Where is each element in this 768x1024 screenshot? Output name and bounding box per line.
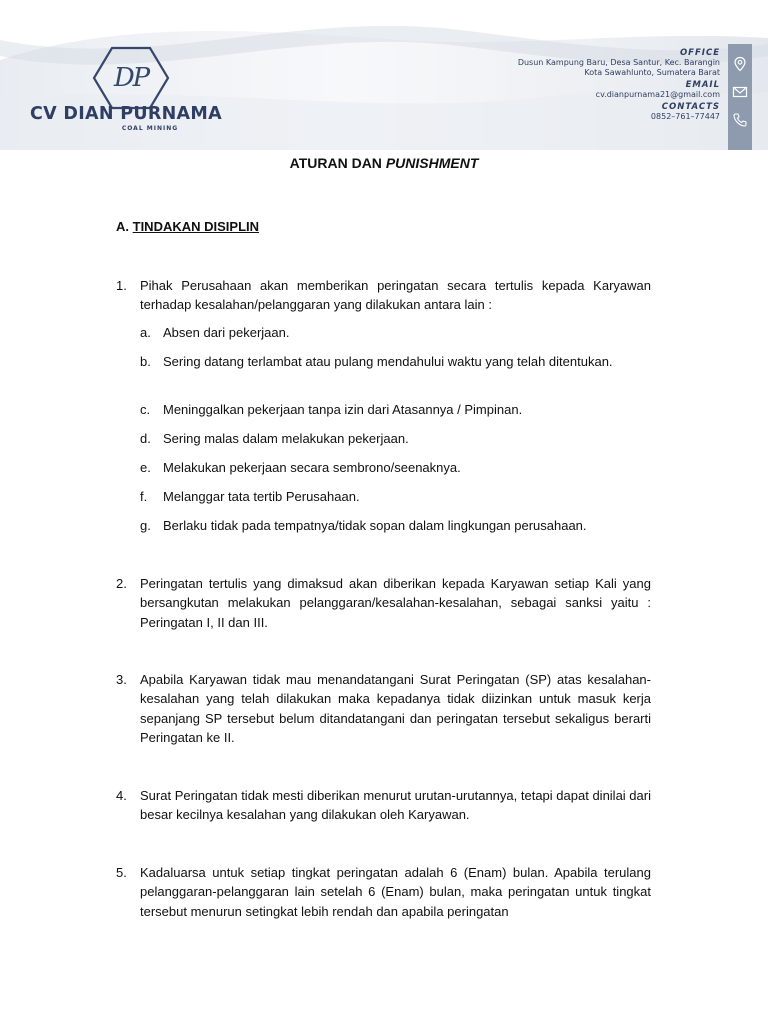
- sub-item-text: Berlaku tidak pada tempatnya/tidak sopan dalam lingkungan perusahaan.: [163, 518, 587, 533]
- contacts-heading: CONTACTS: [661, 102, 720, 112]
- office-address-line2: Kota Sawahlunto, Sumatera Barat: [584, 68, 720, 77]
- phone-number: 0852–761–77447: [650, 112, 720, 121]
- list-item: [116, 786, 651, 825]
- sub-list-item: [140, 323, 651, 342]
- item-number: 1.: [116, 278, 127, 293]
- item-text: Kadaluarsa untuk setiap tingkat peringatan adalah 6 (Enam) bulan. Apabila terulang pelanggaran-pelanggaran lain setelah 6 (Enam) bulan, maka peringatan untuk tingkat tersebut menurun setingkat lebih rendah dan apabila peringatan: [140, 865, 651, 919]
- list-item: [116, 276, 651, 315]
- contacts-block: [651, 102, 720, 122]
- item-number: 2.: [116, 576, 127, 591]
- logo-monogram: DP: [113, 63, 149, 93]
- title-plain: ATURAN DAN: [289, 155, 382, 171]
- company-subtitle: COAL MINING: [121, 125, 179, 132]
- sub-item-text: Melanggar tata tertib Perusahaan.: [163, 489, 360, 504]
- email-block: [596, 80, 720, 100]
- office-address-line1: Dusun Kampung Baru, Desa Santur, Kec. Barangin: [517, 58, 720, 67]
- item-text: Surat Peringatan tidak mesti diberikan menurut urutan-urutannya, tetapi dapat dinilai dari besar kecilnya kesalahan yang dilakukan oleh Karyawan.: [140, 788, 651, 823]
- location-pin-icon: [732, 56, 748, 72]
- list-item: [116, 863, 651, 921]
- sub-list-item: [140, 352, 651, 371]
- sub-list-item: [140, 400, 651, 419]
- title-italic: PUNISHMENT: [385, 155, 479, 171]
- section-letter: A.: [116, 219, 129, 234]
- list-item: [116, 574, 651, 632]
- office-block: [518, 48, 720, 78]
- item-text: Apabila Karyawan tidak mau menandatangani Surat Peringatan (SP) atas kesalahan-kesalahan yang telah dilakukan maka kepadanya tidak diizinkan untuk masuk kerja sepanjang SP tersebut belum ditandatangani dan peringatan tersebut sekaligus berarti Peringatan ke II.: [140, 672, 651, 746]
- office-heading: OFFICE: [679, 48, 720, 58]
- company-logo: [92, 46, 170, 110]
- sub-list-item: [140, 458, 651, 477]
- sub-item-text: Melakukan pekerjaan secara sembrono/seenaknya.: [163, 460, 461, 475]
- item-number: 3.: [116, 672, 127, 687]
- phone-icon: [732, 112, 748, 128]
- sub-item-letter: c.: [140, 402, 151, 417]
- email-heading: EMAIL: [685, 80, 720, 90]
- sub-list-item: [140, 487, 651, 506]
- sub-item-letter: g.: [140, 518, 151, 533]
- email-address: cv.dianpurnama21@gmail.com: [595, 90, 720, 99]
- sub-item-letter: a.: [140, 325, 151, 340]
- item-text: Peringatan tertulis yang dimaksud akan diberikan kepada Karyawan setiap Kali yang bersangkutan melakukan pelanggaran/kesalahan-kesalahan, sebagai sanksi yaitu : Peringatan I, II dan III.: [140, 576, 651, 630]
- sub-item-letter: d.: [140, 431, 151, 446]
- sub-item-text: Meninggalkan pekerjaan tanpa izin dari Atasannya / Pimpinan.: [163, 402, 523, 417]
- section-heading: [116, 219, 259, 234]
- section-title: TINDAKAN DISIPLIN: [132, 219, 260, 234]
- sub-item-text: Absen dari pekerjaan.: [163, 325, 290, 340]
- sub-list-item: [140, 516, 651, 535]
- list-item: [116, 670, 651, 748]
- sub-item-letter: b.: [140, 354, 151, 369]
- sub-list-item: [140, 429, 651, 448]
- document-title: [0, 155, 768, 171]
- sub-item-letter: e.: [140, 460, 151, 475]
- envelope-icon: [732, 84, 748, 100]
- sub-item-text: Sering datang terlambat atau pulang mendahului waktu yang telah ditentukan.: [163, 354, 613, 369]
- sub-item-letter: f.: [140, 489, 148, 504]
- contact-icon-strip: [728, 44, 752, 150]
- item-text: Pihak Perusahaan akan memberikan peringatan secara tertulis kepada Karyawan terhadap kesalahan/pelanggaran yang dilakukan antara lain :: [140, 278, 651, 313]
- item-number: 4.: [116, 788, 127, 803]
- company-name: CV DIAN PURNAMA: [30, 104, 222, 124]
- sub-item-text: Sering malas dalam melakukan pekerjaan.: [163, 431, 409, 446]
- letterhead: [0, 0, 768, 150]
- item-number: 5.: [116, 865, 127, 880]
